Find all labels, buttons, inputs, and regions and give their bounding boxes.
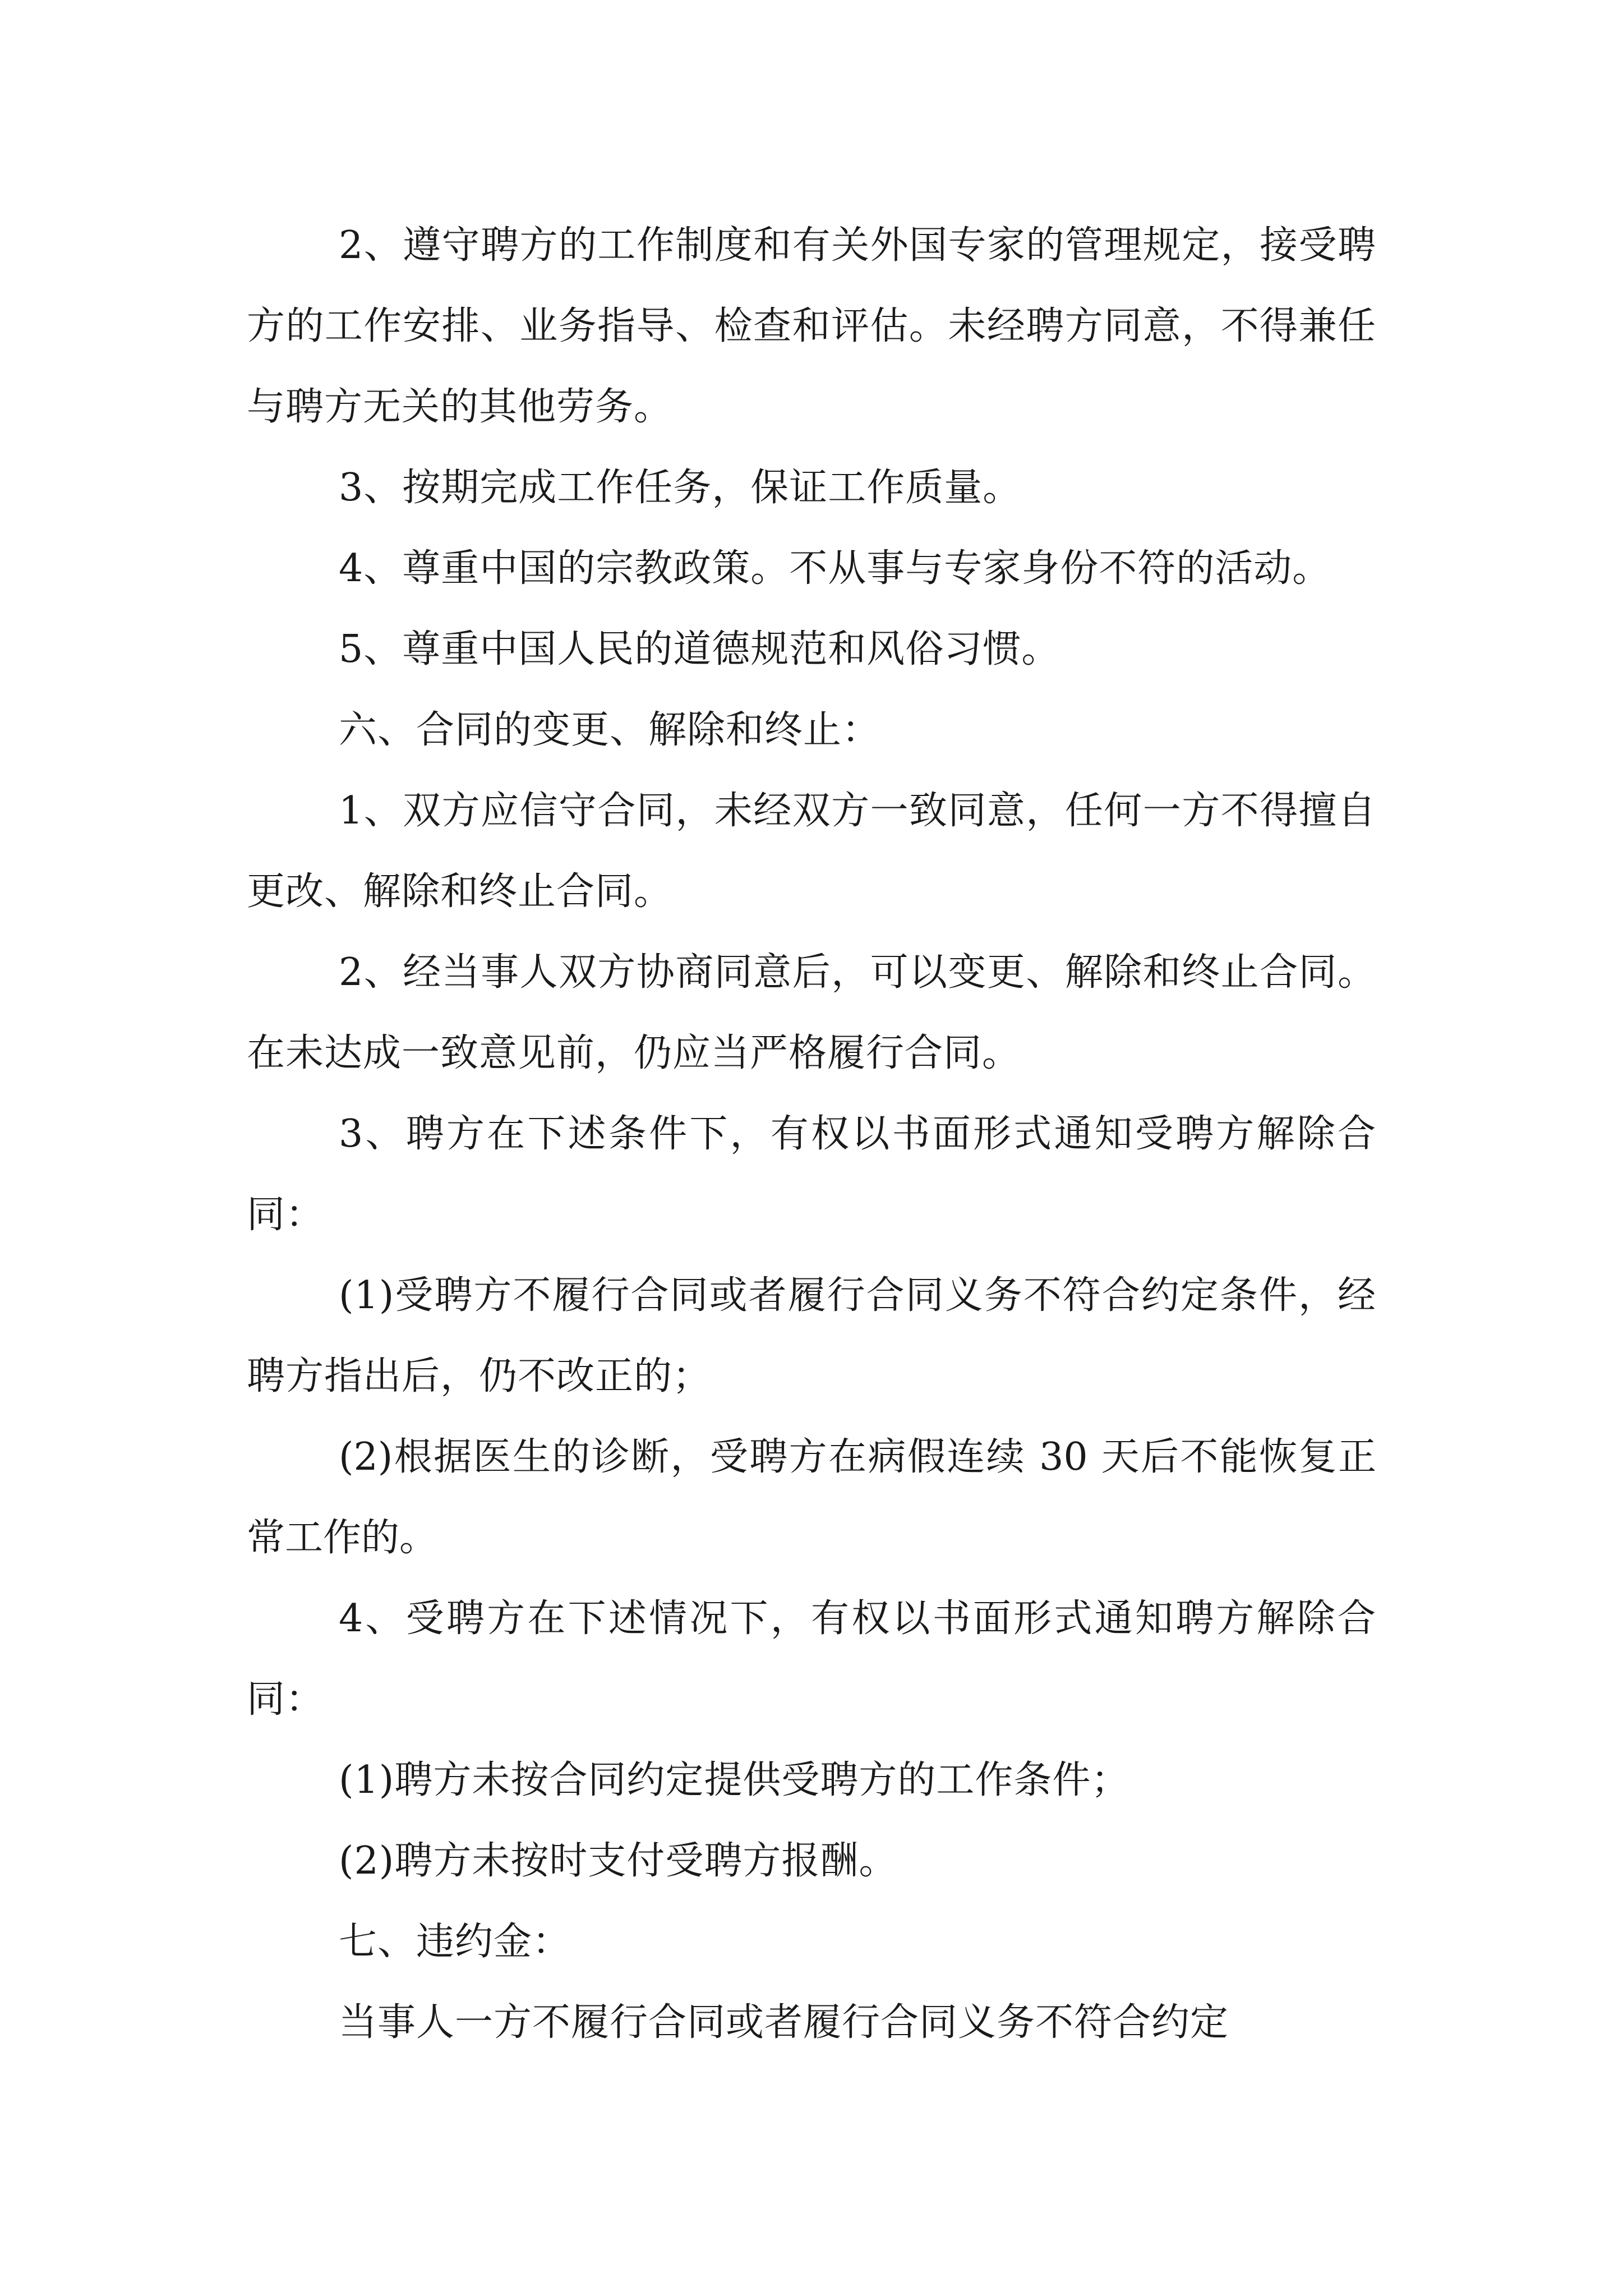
paragraph-clause-6-1: 1、双方应信守合同，未经双方一致同意，任何一方不得擅自更改、解除和终止合同。 [247,789,1376,914]
paragraph-clause-6-4-2: (2)聘方未按时支付受聘方报酬。 [339,1839,898,1883]
paragraph-clause-7-text: 当事人一方不履行合同或者履行合同义务不符合约定 [339,2000,1229,2045]
paragraph-clause-5-4: 4、尊重中国的宗教政策。不从事与专家身份不符的活动。 [339,546,1331,591]
paragraph-clause-5-2: 2、遵守聘方的工作制度和有关外国专家的管理规定，接受聘方的工作安排、业务指导、检查和评估。未经聘方同意，不得兼任与聘方无关的其他劳务。 [247,223,1376,429]
paragraph-clause-6-4-1: (1)聘方未按合同约定提供受聘方的工作条件； [339,1758,1130,1802]
section-heading-6: 六、合同的变更、解除和终止： [339,708,881,752]
paragraph-clause-6-3-2: (2)根据医生的诊断，受聘方在病假连续 30 天后不能恢复正常工作的。 [247,1435,1376,1560]
paragraph-clause-5-3: 3、按期完成工作任务，保证工作质量。 [339,466,1022,510]
paragraph-clause-6-3: 3、聘方在下述条件下，有权以书面形式通知受聘方解除合同： [247,1112,1376,1237]
document-body [247,205,1376,2063]
paragraph-clause-6-2: 2、经当事人双方协商同意后，可以变更、解除和终止合同。在未达成一致意见前，仍应当严格履行合同。 [247,950,1376,1075]
paragraph-clause-6-4: 4、受聘方在下述情况下，有权以书面形式通知聘方解除合同： [247,1596,1376,1722]
paragraph-clause-5-5: 5、尊重中国人民的道德规范和风俗习惯。 [339,627,1061,671]
section-heading-7: 七、违约金： [339,1920,571,1964]
paragraph-clause-6-3-1: (1)受聘方不履行合同或者履行合同义务不符合约定条件，经聘方指出后，仍不改正的； [247,1273,1376,1398]
